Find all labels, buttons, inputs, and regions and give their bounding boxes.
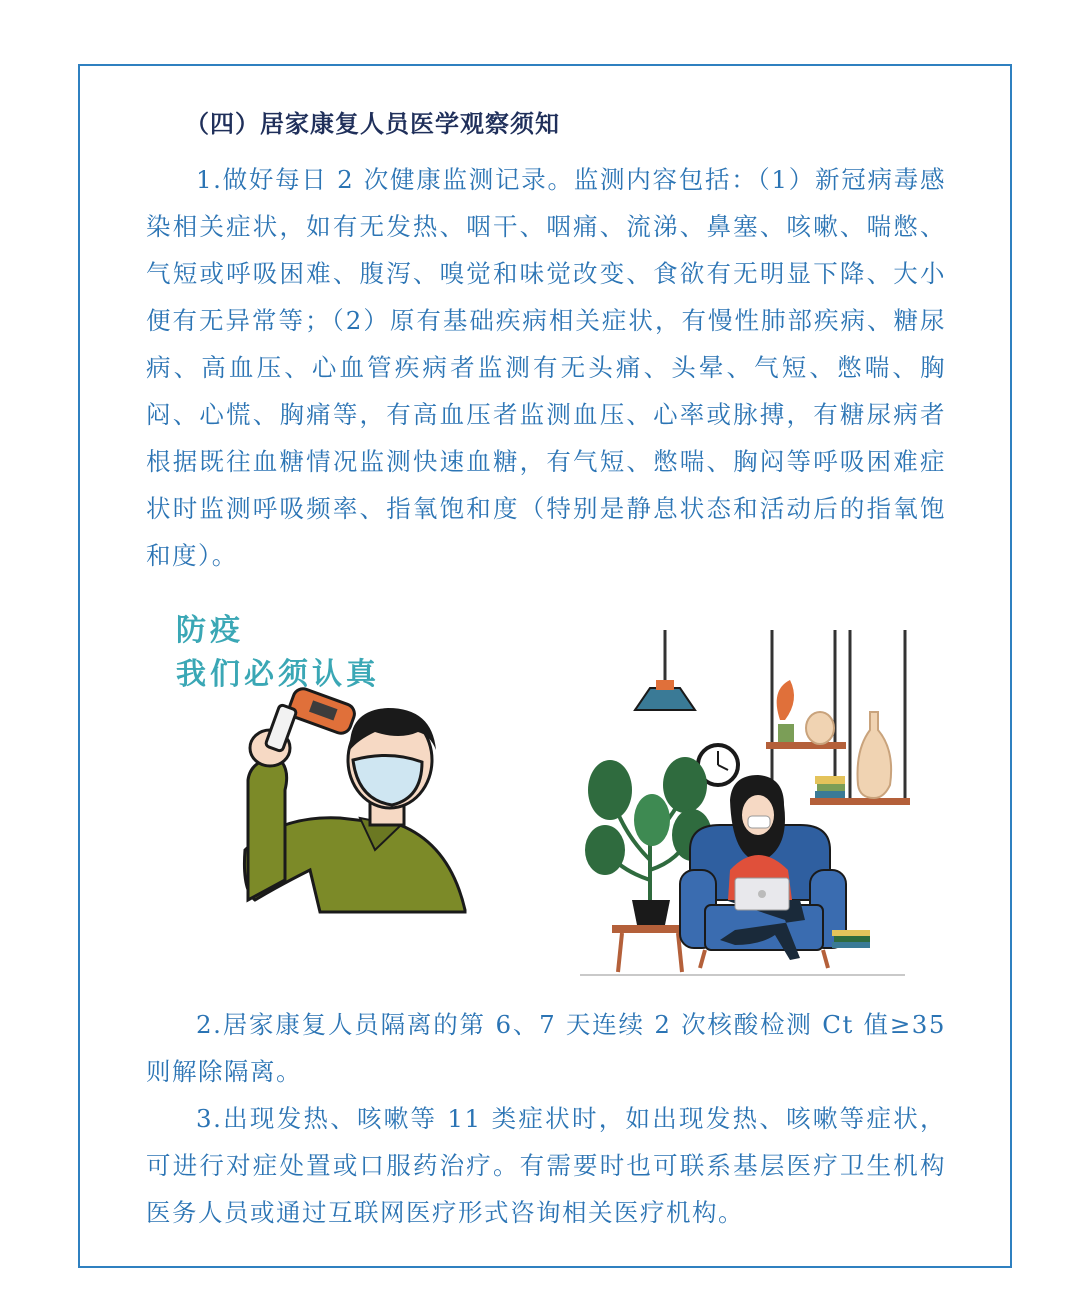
man-with-thermometer: [244, 686, 465, 912]
paragraph-3: 3.出现发热、咳嗽等 11 类症状时，如出现发热、咳嗽等症状，可进行对症处置或口服药治疗。有需要时也可联系基层医疗卫生机构医务人员或通过互联网医疗形式咨询相关医疗机构。: [146, 1104, 946, 1227]
slogan-line2: 我们必须认真: [176, 657, 380, 692]
thermometer-icon: [265, 686, 357, 752]
slogan-line1: 防疫: [176, 613, 244, 648]
section-heading: （四）居家康复人员医学观察须知: [185, 110, 560, 138]
woman-at-home-scene: [580, 630, 910, 975]
paragraph-1: 1.做好每日 2 次健康监测记录。监测内容包括：（1）新冠病毒感染相关症状，如有无发热、咽干、咽痛、流涕、鼻塞、咳嗽、喘憋、气短或呼吸困难、腹泻、嗅觉和味觉改变、食欲有无明显下降、大小便有无异常等；（2）原有基础疾病相关症状，有慢性肺部疾病、糖尿病、高血压、心血管疾病者监测有无头痛、头晕、气短、憋喘、胸闷、心慌、胸痛等，有高血压者监测血压、心率或脉搏，有糖尿病者根据既往血糖情况监测快速血糖，有气短、憋喘、胸闷等呼吸困难症状时监测呼吸频率、指氧饱和度（特别是静息状态和活动后的指氧饱和度）。: [146, 165, 946, 570]
epidemic-illustration: [160, 600, 920, 985]
paragraph-2: 2.居家康复人员隔离的第 6、7 天连续 2 次核酸检测 Ct 值≥35 则解除隔离。: [146, 1010, 946, 1086]
